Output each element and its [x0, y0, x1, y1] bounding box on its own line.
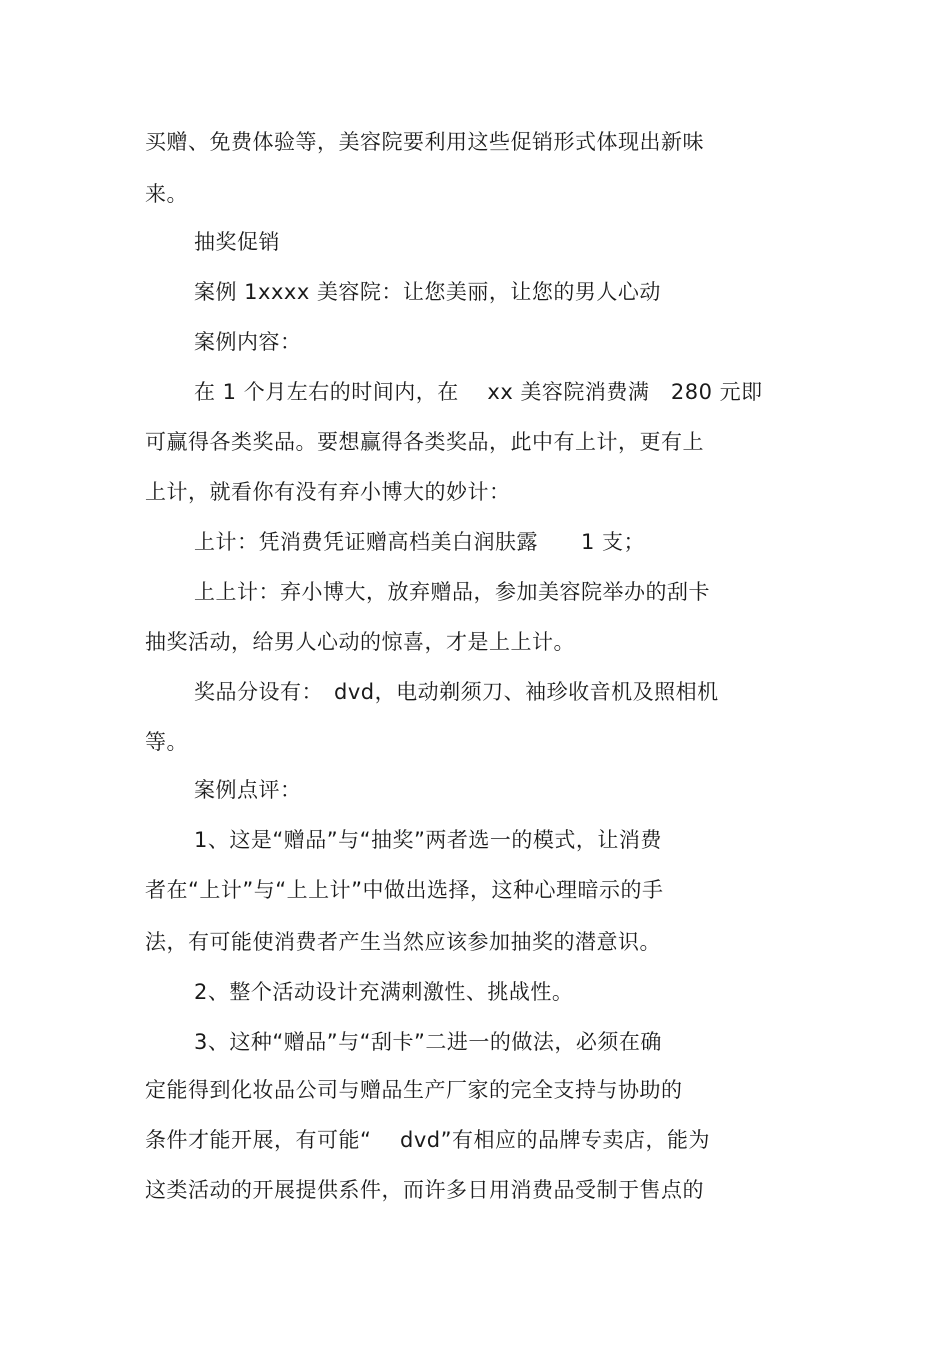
text-line: 3、这种“赠品”与“刮卡”二进一的做法，必须在确: [194, 1030, 662, 1054]
text-line: 抽奖活动，给男人心动的惊喜，才是上上计。: [145, 630, 575, 654]
text-line: 法，有可能使消费者产生当然应该参加抽奖的潜意识。: [145, 930, 661, 954]
text-line: 在 1 个月左右的时间内，在 xx 美容院消费满 280 元即: [194, 380, 763, 404]
text-line: 定能得到化妆品公司与赠品生产厂家的完全支持与协助的: [145, 1078, 683, 1102]
text-line: 上计：凭消费凭证赠高档美白润肤露 1 支；: [194, 530, 646, 554]
text-line: 上计，就看你有没有弃小博大的妙计：: [145, 480, 511, 504]
text-line: 条件才能开展，有可能“ dvd”有相应的品牌专卖店，能为: [145, 1128, 711, 1152]
text-line: 1、这是“赠品”与“抽奖”两者选一的模式，让消费: [194, 828, 662, 852]
text-line: 2、整个活动设计充满刺激性、挑战性。: [194, 980, 574, 1004]
text-line: 可赢得各类奖品。要想赢得各类奖品，此中有上计，更有上: [145, 430, 704, 454]
subsection-heading: 案例内容：: [194, 330, 302, 354]
subsection-heading: 案例点评：: [194, 778, 302, 802]
text-line: 等。: [145, 730, 188, 754]
text-line: 买赠、免费体验等，美容院要利用这些促销形式体现出新味: [145, 130, 704, 154]
text-line: 者在“上计”与“上上计”中做出选择，这种心理暗示的手: [145, 878, 664, 902]
text-line: 这类活动的开展提供系件，而许多日用消费品受制于售点的: [145, 1178, 704, 1202]
text-line: 奖品分设有： dvd，电动剃须刀、袖珍收音机及照相机: [194, 680, 719, 704]
text-line: 来。: [145, 182, 188, 206]
section-heading: 抽奖促销: [194, 230, 280, 254]
text-line: 上上计：弃小博大，放弃赠品，参加美容院举办的刮卡: [194, 580, 710, 604]
case-title: 案例 1xxxx 美容院：让您美丽，让您的男人心动: [194, 280, 661, 304]
